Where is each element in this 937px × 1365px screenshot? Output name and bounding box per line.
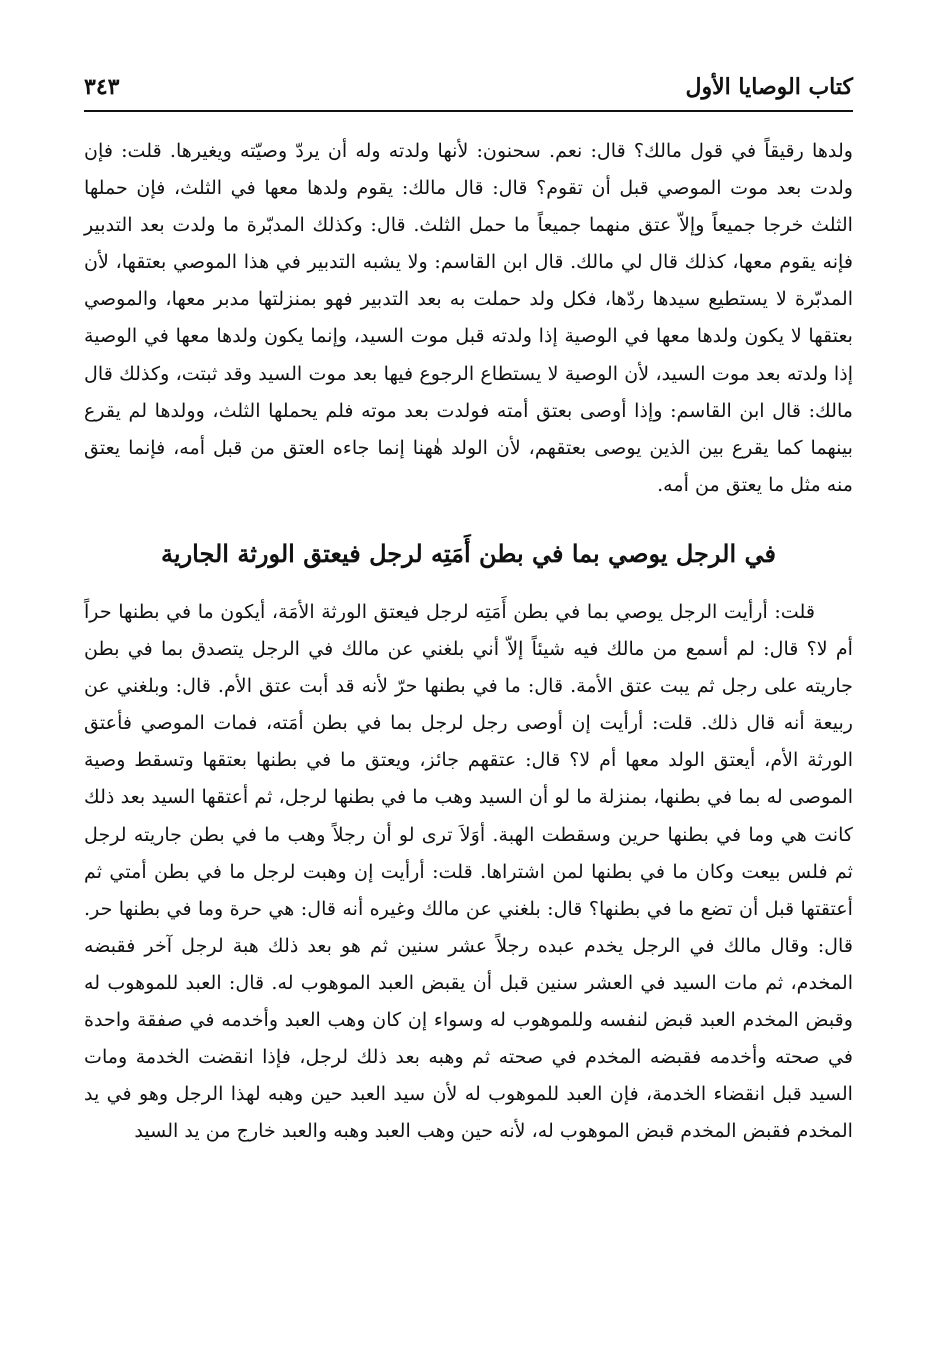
page-number: ٣٤٣ (84, 74, 120, 100)
book-title: كتاب الوصايا الأول (685, 74, 853, 100)
paragraph-2: قلت: أرأيت الرجل يوصي بما في بطن أَمَتِه لرجل فيعتق الورثة الأمَة، أيكون ما في بطنها حراً أم لا؟ قال: لم أسمع من مالك فيه شيئاً إلاّ أني بلغني عن مالك في الرجل يتصدق بما في بطن جاريته على رجل ثم يبت عتق الأمة. قال: ما في بطنها حرّ لأنه قد أبت عتق الأم. قال: وبلغني عن ربيعة أنه قال ذلك. قلت: أرأيت إن أوصى رجل لرجل بما في بطن أمَته، فمات الموصي فأعتق الورثة الأم، أيعتق الولد معها أم لا؟ قال: عتقهم جائز، ويعتق ما في بطنها بعتقها وتسقط وصية الموصى له بما في بطنها، بمنزلة ما لو أن السيد وهب ما في بطنها لرجل، ثم أعتقها السيد بعد ذلك كانت هي وما في بطنها حرين وسقطت الهبة. أوَلاَ ترى لو أن رجلاً وهب ما في بطن جاريته لرجل ثم فلس بيعت وكان ما في بطنها لمن اشتراها. قلت: أرأيت إن وهبت لرجل ما في بطن أمتي ثم أعتقتها قبل أن تضع ما في بطنها؟ قال: بلغني عن مالك وغيره أنه قال: هي حرة وما في بطنها حر. قال: وقال مالك في الرجل يخدم عبده رجلاً عشر سنين ثم هو بعد ذلك هبة لرجل آخر فقبضه المخدم، ثم مات السيد في العشر سنين قبل أن يقبض العبد الموهوب له. قال: العبد للموهوب له وقبض المخدم العبد قبض لنفسه وللموهوب له وسواء إن كان وهب العبد وأخدمه في صفقة واحدة في صحته وأخدمه فقبضه المخدم في صحته ثم وهبه بعد ذلك لرجل، فإذا انقضت الخدمة ومات السيد قبل انقضاء الخدمة، فإن العبد للموهوب له لأن سيد العبد حين وهبه لهذا الرجل وهو في يد المخدم فقبض المخدم قبض الموهوب له، لأنه حين وهب العبد وهبه والعبد خارج من يد السيد (84, 599, 853, 1143)
page-body (84, 132, 853, 1325)
running-header (84, 66, 853, 112)
paragraph-1: ولدها رقيقاً في قول مالك؟ قال: نعم. سحنون: لأنها ولدته وله أن يردّ وصيّته ويغيرها. قلت: فإن ولدت بعد موت الموصي قبل أن تقوم؟ قال: قال مالك: يقوم ولدها معها في الثلث، فإن حملها الثلث خرجا جميعاً وإلاّ عتق منهما جميعاً ما حمل الثلث. قال: وكذلك المدبّرة ما ولدت بعد التدبير فإنه يقوم معها، كذلك قال لي مالك. قال ابن القاسم: ولا يشبه التدبير في هذا الموصي بعتقها، لأن المدبّرة لا يستطيع سيدها ردّها، فكل ولد حملت به بعد التدبير فهو بمنزلتها مدبر معها، والموصي بعتقها لا يكون ولدها معها في الوصية إذا ولدته قبل موت السيد، وإنما يكون ولدها معها في الوصية إذا ولدته بعد موت السيد، لأن الوصية لا يستطاع الرجوع فيها بعد موت السيد وقد ثبتت، وكذلك قال مالك: قال ابن القاسم: وإذا أوصى بعتق أمته فولدت بعد موته فلم يحملها الثلث، وولدها لم يقرع بينهما كما يقرع بين الذين يوصى بعتقهم، لأن الولد هٰهنا إنما جاءه العتق من قبل أمه، فإنما يعتق منه مثل ما يعتق من أمه. (84, 139, 853, 496)
section-heading: في الرجل يوصي بما في بطن أَمَتِه لرجل فيعتق الورثة الجارية (161, 538, 776, 568)
